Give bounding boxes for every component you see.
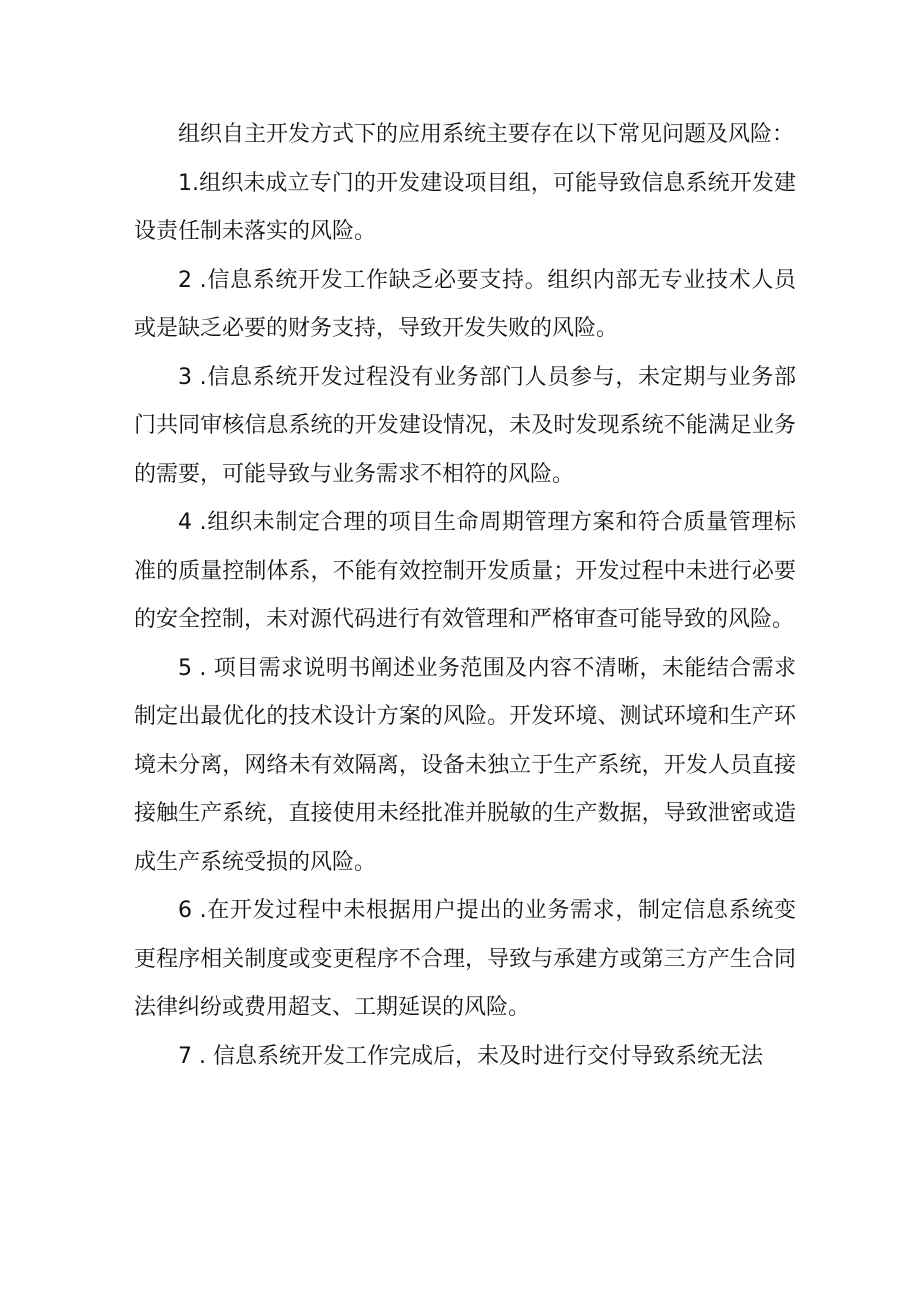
paragraph-intro: 组织自主开发方式下的应用系统主要存在以下常见问题及风险： <box>178 122 795 147</box>
paragraph-item-5: 5 . 项目需求说明书阐述业务范围及内容不清晰，未能结合需求制定出最优化的技术设计方案的风险。开发环境、测试环境和生产环境未分离，网络未有效隔离，设备未独立于生产系统，开发人员直接接触生产系统，直接使用未经批准并脱敏的生产数据，导致泄密或造成生产系统受损的风险。 <box>134 655 796 875</box>
paragraph-item-2: 2 .信息系统开发工作缺乏必要支持。组织内部无专业技术人员或是缺乏必要的财务支持，导致开发失败的风险。 <box>134 267 796 341</box>
paragraph-item-6: 6 .在开发过程中未根据用户提出的业务需求，制定信息系统变更程序相关制度或变更程序不合理，导致与承建方或第三方产生合同法律纠纷或费用超支、工期延误的风险。 <box>134 898 796 1020</box>
document-body <box>134 111 796 1081</box>
paragraph-item-1: 1.组织未成立专门的开发建设项目组，可能导致信息系统开发建设责任制未落实的风险。 <box>134 170 796 244</box>
paragraph-item-3: 3 .信息系统开发过程没有业务部门人员参与，未定期与业务部门共同审核信息系统的开发建设情况，未及时发现系统不能满足业务的需要，可能导致与业务需求不相符的风险。 <box>134 364 796 487</box>
paragraph-item-7: 7 . 信息系统开发工作完成后，未及时进行交付导致系统无法 <box>178 1043 763 1069</box>
paragraph-item-4: 4 .组织未制定合理的项目生命周期管理方案和符合质量管理标准的质量控制体系，不能有效控制开发质量；开发过程中未进行必要的安全控制，未对源代码进行有效管理和严格审查可能导致的风险。 <box>134 510 796 632</box>
